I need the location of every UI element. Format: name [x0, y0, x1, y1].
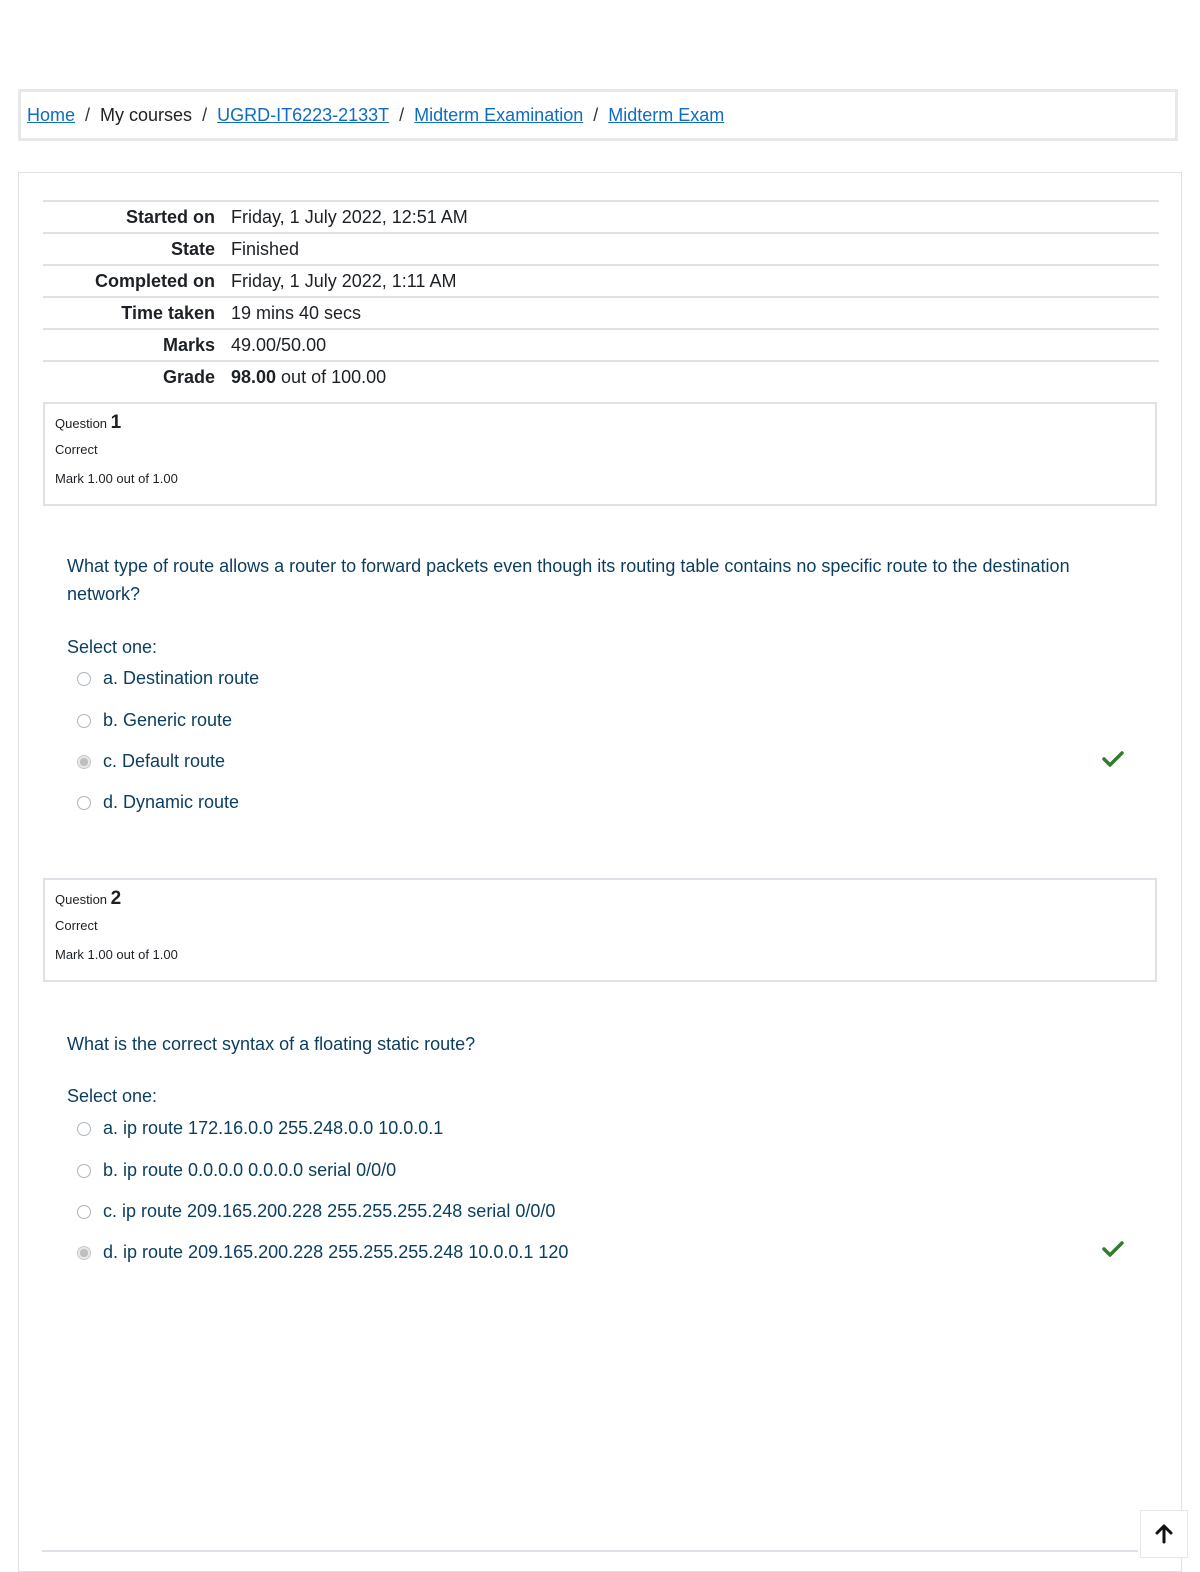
breadcrumb-separator: /	[85, 104, 91, 125]
select-one-label: Select one:	[67, 1086, 158, 1106]
divider	[42, 1550, 1138, 1552]
breadcrumb-separator: /	[593, 104, 599, 125]
breadcrumb-separator: /	[202, 104, 208, 125]
question-number	[55, 412, 1145, 434]
question-1-info	[43, 402, 1157, 506]
summary-label: Time taken	[121, 302, 215, 323]
answer-option-selected[interactable]	[77, 1242, 568, 1263]
question-2-info	[43, 878, 1157, 982]
summary-row-grade	[43, 361, 1159, 392]
answer-option-label: c. ip route 209.165.200.228 255.255.255.248 serial 0/0/0	[103, 1201, 556, 1221]
breadcrumb-section-link[interactable]: Midterm Examination	[414, 104, 584, 125]
summary-row	[43, 329, 1159, 361]
radio-button[interactable]	[77, 672, 91, 686]
radio-button[interactable]	[77, 1205, 91, 1219]
arrow-up-icon	[1155, 1524, 1173, 1544]
select-one-label: Select one:	[67, 637, 158, 657]
summary-value: Finished	[231, 238, 300, 259]
summary-row	[43, 265, 1159, 297]
radio-button[interactable]	[77, 1122, 91, 1136]
question-grade: Mark 1.00 out of 1.00	[55, 471, 178, 486]
radio-button[interactable]	[77, 714, 91, 728]
answer-option[interactable]	[77, 1160, 396, 1181]
back-to-top-button[interactable]	[1140, 1510, 1188, 1558]
radio-button-selected[interactable]	[77, 755, 91, 769]
quiz-summary-table	[43, 200, 1159, 392]
summary-row	[43, 297, 1159, 329]
answer-option-label: d. Dynamic route	[103, 792, 240, 812]
breadcrumb-my-courses: My courses	[100, 104, 193, 125]
answer-option[interactable]	[77, 1118, 443, 1139]
grade-label: Grade	[162, 366, 215, 387]
answer-option[interactable]	[77, 668, 259, 689]
question-grade: Mark 1.00 out of 1.00	[55, 947, 178, 962]
question-number	[55, 888, 1145, 910]
answer-option-selected[interactable]	[77, 751, 225, 772]
question-state: Correct	[55, 918, 98, 933]
breadcrumb	[18, 89, 1178, 141]
grade-value-cell	[215, 361, 1159, 392]
question-state: Correct	[55, 442, 98, 457]
answer-option-label: c. Default route	[103, 751, 226, 771]
breadcrumb-course-link[interactable]: UGRD-IT6223-2133T	[217, 104, 390, 125]
summary-label: Started on	[125, 206, 215, 227]
summary-label: Completed on	[95, 270, 215, 291]
question-number-value: 1	[110, 412, 122, 433]
radio-button[interactable]	[77, 796, 91, 810]
summary-label: Marks	[162, 334, 215, 355]
summary-row	[43, 201, 1159, 233]
answer-option[interactable]	[77, 792, 239, 813]
grade-suffix: out of 100.00	[276, 366, 387, 387]
summary-value: Friday, 1 July 2022, 12:51 AM	[231, 206, 468, 227]
answer-option-label: b. Generic route	[103, 710, 233, 730]
breadcrumb-separator: /	[399, 104, 405, 125]
summary-value: 49.00/50.00	[231, 334, 327, 355]
quiz-review-region	[18, 172, 1182, 1572]
answer-option[interactable]	[77, 1201, 555, 1222]
summary-value: 19 mins 40 secs	[231, 302, 362, 323]
summary-value: Friday, 1 July 2022, 1:11 AM	[231, 270, 457, 291]
answer-option-label: a. ip route 172.16.0.0 255.248.0.0 10.0.0.1	[103, 1118, 444, 1138]
summary-label: State	[170, 238, 215, 259]
answer-option[interactable]	[77, 710, 232, 731]
radio-button-selected[interactable]	[77, 1246, 91, 1260]
breadcrumb-quiz-link[interactable]: Midterm Exam	[608, 104, 725, 125]
question-label: Question	[55, 892, 108, 907]
question-2-text: What is the correct syntax of a floating static route?	[67, 1034, 476, 1054]
summary-row	[43, 233, 1159, 265]
check-icon	[1102, 750, 1124, 768]
answer-option-label: a. Destination route	[103, 668, 260, 688]
grade-value: 98.00	[231, 366, 277, 387]
question-1-text: What type of route allows a router to forward packets even though its routing table contains no specific route to the destination network?	[67, 556, 1070, 604]
radio-button[interactable]	[77, 1164, 91, 1178]
answer-option-label: d. ip route 209.165.200.228 255.255.255.248 10.0.0.1 120	[103, 1242, 569, 1262]
check-icon	[1102, 1240, 1124, 1258]
question-number-value: 2	[110, 888, 122, 909]
breadcrumb-home-link[interactable]: Home	[27, 104, 76, 125]
answer-option-label: b. ip route 0.0.0.0 0.0.0.0 serial 0/0/0	[103, 1160, 397, 1180]
question-label: Question	[55, 416, 108, 431]
